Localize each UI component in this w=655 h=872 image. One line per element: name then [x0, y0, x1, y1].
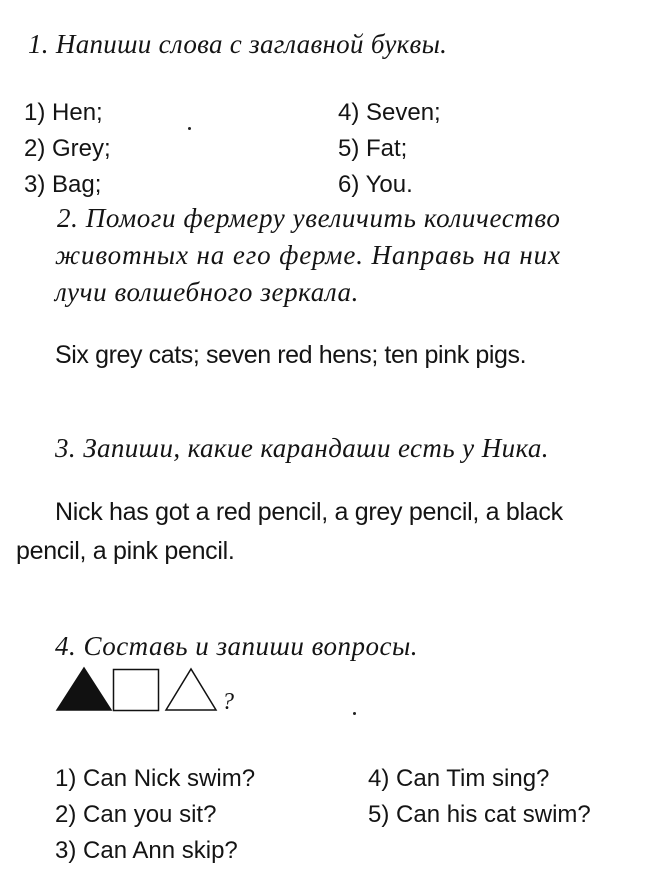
list-item: 2) Grey; [24, 135, 111, 162]
list-item: 3) Can Ann skip? [55, 837, 238, 864]
list-item: 5) Can his cat swim? [368, 801, 591, 828]
triangle-icon [166, 669, 216, 710]
exercise-3-answer-line: pencil, a pink pencil. [16, 537, 235, 565]
exercise-1-left-list [24, 95, 111, 203]
square-icon [114, 670, 159, 711]
exercise-2-heading-line: животных на его ферме. Направь на них [55, 240, 561, 270]
filled-triangle-icon [57, 668, 111, 710]
list-item: 4) Seven; [338, 99, 441, 126]
exercise-2-heading-line: лучи волшебного зеркала. [55, 277, 359, 307]
list-item: 6) You. [338, 171, 413, 198]
exercise-1-heading: 1. Напиши слова с заглавной буквы. [28, 29, 448, 59]
shape-sequence-graphic [55, 666, 225, 714]
question-mark: ? [222, 689, 234, 715]
exercise-3-answer-line: Nick has got a red pencil, a grey pencil, a black [55, 498, 563, 526]
exercise-2-heading-line: 2. Помоги фермеру увеличить количество [57, 203, 561, 233]
exercise-4-right-list [368, 761, 591, 833]
scan-speck [188, 127, 191, 130]
list-item: 5) Fat; [338, 135, 408, 162]
list-item: 1) Can Nick swim? [55, 765, 256, 792]
exercise-1-right-list [338, 95, 441, 203]
exercise-4-heading: 4. Составь и запиши вопросы. [55, 631, 419, 661]
scan-speck [353, 712, 356, 715]
list-item: 3) Bag; [24, 171, 102, 198]
shape-sequence [55, 666, 225, 714]
exercise-4-left-list [55, 761, 255, 869]
exercise-2-answer: Six grey cats; seven red hens; ten pink pigs. [55, 341, 527, 369]
list-item: 4) Can Tim sing? [368, 765, 550, 792]
list-item: 2) Can you sit? [55, 801, 217, 828]
list-item: 1) Hen; [24, 99, 103, 126]
exercise-3-heading: 3. Запиши, какие карандаши есть у Ника. [55, 433, 549, 463]
